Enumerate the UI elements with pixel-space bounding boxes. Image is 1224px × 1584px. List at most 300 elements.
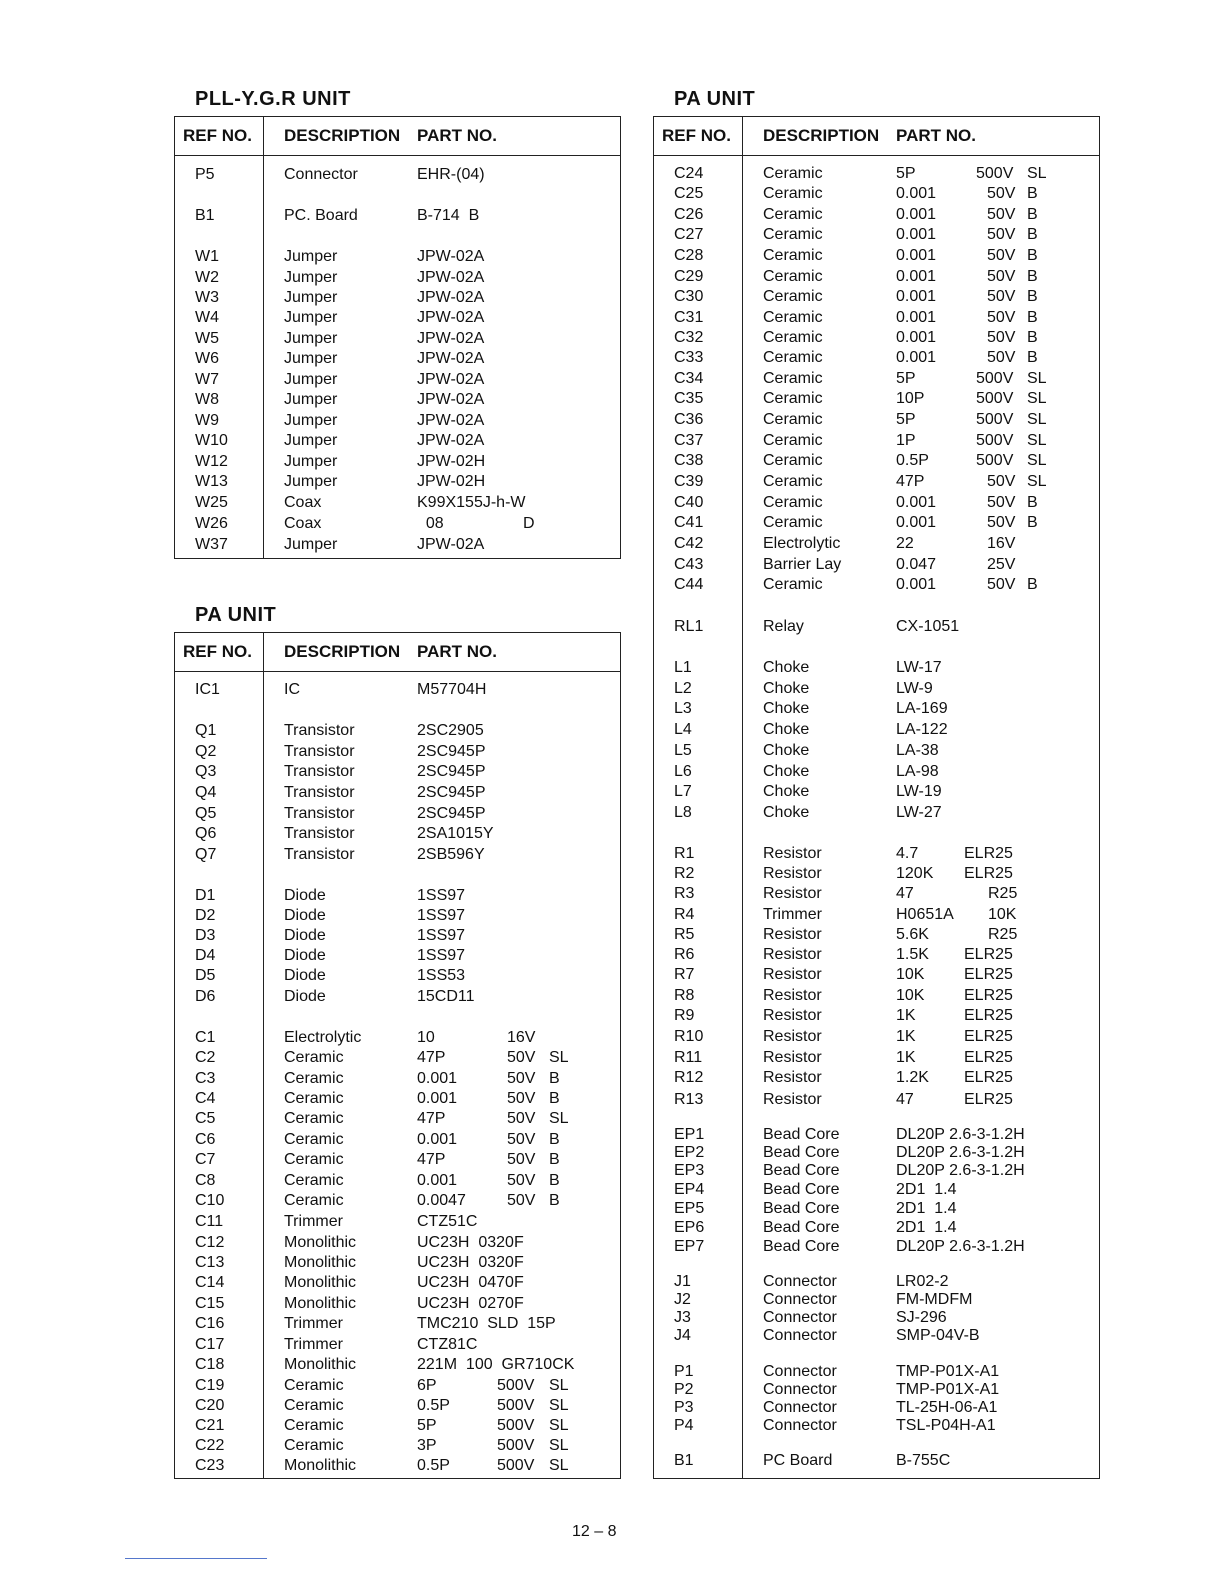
cell-ref-no: P3 bbox=[674, 1399, 694, 1416]
cell-description: Diode bbox=[284, 967, 326, 984]
cell-rating: 50V bbox=[507, 1131, 536, 1148]
cell-ref-no: EP7 bbox=[674, 1238, 705, 1255]
cell-description: Jumper bbox=[284, 473, 338, 490]
table-row bbox=[175, 722, 620, 742]
cell-part-no: 2D1 1.4 bbox=[896, 1181, 957, 1198]
cell-rating: 50V bbox=[507, 1049, 536, 1066]
cell-part-no: H0651A bbox=[896, 906, 954, 923]
cell-part-no: 1.2K bbox=[896, 1069, 929, 1086]
cell-part-no: 5P bbox=[896, 165, 916, 182]
cell-description: Diode bbox=[284, 988, 326, 1005]
cell-type: B bbox=[1027, 206, 1038, 223]
cell-part-no: 0.5P bbox=[896, 452, 929, 469]
table-row bbox=[654, 680, 1099, 700]
cell-rating: 50V bbox=[987, 288, 1016, 305]
cell-description: Electrolytic bbox=[284, 1029, 362, 1046]
cell-ref-no: RL1 bbox=[674, 618, 704, 635]
cell-description: Ceramic bbox=[284, 1397, 344, 1414]
pll-unit-title: PLL-Y.G.R UNIT bbox=[195, 88, 351, 110]
cell-part-no: 10K bbox=[896, 987, 925, 1004]
table-row bbox=[654, 452, 1099, 472]
cell-description: Transistor bbox=[284, 846, 355, 863]
cell-ref-no: B1 bbox=[674, 1452, 694, 1469]
cell-description: Ceramic bbox=[763, 514, 823, 531]
cell-part-no: 0.001 bbox=[896, 247, 937, 264]
cell-ref-no: R6 bbox=[674, 946, 695, 963]
table-row bbox=[654, 966, 1099, 986]
table-row bbox=[175, 207, 620, 227]
cell-ref-no: EP2 bbox=[674, 1144, 705, 1161]
cell-rating: 500V bbox=[976, 165, 1014, 182]
cell-ref-no: C31 bbox=[674, 309, 704, 326]
cell-description: Ceramic bbox=[763, 165, 823, 182]
cell-part-no: FM-MDFM bbox=[896, 1291, 973, 1308]
cell-part-no: 2D1 1.4 bbox=[896, 1219, 957, 1236]
cell-description: Bead Core bbox=[763, 1238, 840, 1255]
table-row bbox=[175, 412, 620, 432]
cell-rating: 500V bbox=[976, 432, 1014, 449]
cell-part-no: TSL-P04H-A1 bbox=[896, 1417, 996, 1434]
cell-part-no: 0.001 bbox=[896, 329, 937, 346]
cell-description: Bead Core bbox=[763, 1162, 840, 1179]
cell-description: Jumper bbox=[284, 309, 338, 326]
cell-ref-no: W8 bbox=[195, 391, 219, 408]
cell-part-no: 47 bbox=[896, 1091, 914, 1108]
cell-description: Choke bbox=[763, 700, 810, 717]
cell-type: B bbox=[549, 1151, 560, 1168]
cell-description: Resistor bbox=[763, 865, 822, 882]
cell-part-no: LA-38 bbox=[896, 742, 939, 759]
cell-description: Ceramic bbox=[763, 268, 823, 285]
table-row bbox=[175, 1192, 620, 1212]
cell-part-no: JPW-02A bbox=[417, 330, 485, 347]
cell-ref-no: C25 bbox=[674, 185, 704, 202]
cell-ref-no: C43 bbox=[674, 556, 704, 573]
cell-type: SL bbox=[549, 1110, 569, 1127]
table-row bbox=[175, 515, 620, 535]
cell-type: SL bbox=[549, 1457, 569, 1474]
pa-left-table-header bbox=[175, 633, 620, 672]
cell-rating: 50V bbox=[987, 473, 1016, 490]
cell-description: Resistor bbox=[763, 926, 822, 943]
cell-part-no: 22 bbox=[896, 535, 914, 552]
cell-type: B bbox=[1027, 226, 1038, 243]
cell-description: Resistor bbox=[763, 1069, 822, 1086]
table-row bbox=[175, 432, 620, 452]
cell-description: Monolithic bbox=[284, 1295, 357, 1312]
cell-description: Choke bbox=[763, 804, 810, 821]
cell-part-no: 1SS97 bbox=[417, 907, 466, 924]
table-row bbox=[654, 1417, 1099, 1437]
pll-unit-table bbox=[174, 116, 621, 559]
cell-ref-no: C6 bbox=[195, 1131, 216, 1148]
table-row bbox=[175, 391, 620, 411]
cell-ref-no: R12 bbox=[674, 1069, 704, 1086]
cell-ref-no: C38 bbox=[674, 452, 704, 469]
table-row bbox=[654, 987, 1099, 1007]
cell-type: SL bbox=[1027, 432, 1047, 449]
table-row bbox=[654, 1452, 1099, 1472]
cell-part-no: UC23H 0320F bbox=[417, 1254, 524, 1271]
table-row bbox=[654, 370, 1099, 390]
cell-ref-no: Q2 bbox=[195, 743, 217, 760]
cell-ref-no: J4 bbox=[674, 1327, 691, 1344]
cell-part-no: 2SA1015Y bbox=[417, 825, 494, 842]
cell-part-no: UC23H 0270F bbox=[417, 1295, 524, 1312]
cell-description: Ceramic bbox=[763, 206, 823, 223]
table-row bbox=[175, 1090, 620, 1110]
table-row bbox=[175, 166, 620, 186]
cell-part-no: 5P bbox=[417, 1417, 437, 1434]
cell-description: Ceramic bbox=[284, 1172, 344, 1189]
cell-description: Diode bbox=[284, 907, 326, 924]
cell-description: Transistor bbox=[284, 743, 355, 760]
cell-part-no: LR02-2 bbox=[896, 1273, 949, 1290]
cell-ref-no: Q7 bbox=[195, 846, 217, 863]
table-row bbox=[175, 289, 620, 309]
table-row bbox=[175, 350, 620, 370]
cell-part-no: CTZ51C bbox=[417, 1213, 478, 1230]
cell-part-no: 0.001 bbox=[896, 226, 937, 243]
cell-ref-no: W4 bbox=[195, 309, 219, 326]
cell-rating: 50V bbox=[507, 1192, 536, 1209]
cell-ref-no: C34 bbox=[674, 370, 704, 387]
table-row bbox=[654, 1144, 1099, 1164]
cell-rating: 500V bbox=[976, 370, 1014, 387]
cell-description: Connector bbox=[284, 166, 358, 183]
cell-description: IC bbox=[284, 681, 300, 698]
cell-description: Ceramic bbox=[763, 370, 823, 387]
cell-type: B bbox=[549, 1172, 560, 1189]
cell-part-no: 0.001 bbox=[417, 1090, 458, 1107]
cell-description: Ceramic bbox=[284, 1192, 344, 1209]
cell-description: Resistor bbox=[763, 966, 822, 983]
table-row bbox=[175, 967, 620, 987]
cell-description: Transistor bbox=[284, 825, 355, 842]
cell-part-no: JPW-02H bbox=[417, 473, 486, 490]
cell-ref-no: W25 bbox=[195, 494, 228, 511]
col-part-no: PART NO. bbox=[417, 642, 497, 661]
table-row bbox=[654, 514, 1099, 534]
cell-ref-no: R10 bbox=[674, 1028, 704, 1045]
cell-part-no: 0.001 bbox=[896, 206, 937, 223]
table-row bbox=[654, 1381, 1099, 1401]
table-row bbox=[654, 432, 1099, 452]
table-row bbox=[175, 784, 620, 804]
table-row bbox=[175, 1029, 620, 1049]
cell-rating: 50V bbox=[507, 1110, 536, 1127]
table-row bbox=[654, 906, 1099, 926]
cell-description: Jumper bbox=[284, 412, 338, 429]
cell-type: B bbox=[1027, 185, 1038, 202]
cell-ref-no: EP1 bbox=[674, 1126, 705, 1143]
table-row bbox=[654, 865, 1099, 885]
cell-part-no: TL-25H-06-A1 bbox=[896, 1399, 998, 1416]
cell-part-no: 1K bbox=[896, 1049, 916, 1066]
cell-type: B bbox=[1027, 288, 1038, 305]
cell-description: PC Board bbox=[763, 1452, 833, 1469]
cell-part-no: 10P bbox=[896, 390, 925, 407]
table-row bbox=[654, 206, 1099, 226]
table-row bbox=[175, 1356, 620, 1376]
cell-rating: R25 bbox=[988, 885, 1018, 902]
cell-part-no: LW-19 bbox=[896, 783, 942, 800]
cell-part-no: B-714 B bbox=[417, 207, 480, 224]
cell-part-no: JPW-02A bbox=[417, 536, 485, 553]
cell-ref-no: C22 bbox=[195, 1437, 225, 1454]
cell-part-no: 4.7 bbox=[896, 845, 919, 862]
cell-description: Ceramic bbox=[763, 390, 823, 407]
cell-description: Transistor bbox=[284, 805, 355, 822]
cell-type: B bbox=[1027, 309, 1038, 326]
cell-part-no: 2SC945P bbox=[417, 763, 486, 780]
cell-type: SL bbox=[1027, 473, 1047, 490]
cell-description: Trimmer bbox=[284, 1315, 343, 1332]
cell-description: Resistor bbox=[763, 885, 822, 902]
cell-rating: 500V bbox=[497, 1457, 535, 1474]
cell-part-no: UC23H 0470F bbox=[417, 1274, 524, 1291]
cell-type: SL bbox=[1027, 370, 1047, 387]
cell-part-no: 10K bbox=[896, 966, 925, 983]
cell-part-no: 0.0047 bbox=[417, 1192, 466, 1209]
table-row bbox=[654, 165, 1099, 185]
table-row bbox=[654, 1126, 1099, 1146]
cell-description: Jumper bbox=[284, 248, 338, 265]
cell-rating: 500V bbox=[497, 1417, 535, 1434]
cell-description: Barrier Lay bbox=[763, 556, 842, 573]
pa-unit-right-table bbox=[653, 116, 1100, 1479]
cell-part-no: 5.6K bbox=[896, 926, 929, 943]
table-row bbox=[654, 946, 1099, 966]
cell-description: Transistor bbox=[284, 722, 355, 739]
cell-type: SL bbox=[1027, 452, 1047, 469]
cell-description: Jumper bbox=[284, 453, 338, 470]
cell-description: Monolithic bbox=[284, 1234, 357, 1251]
cell-part-no: 0.001 bbox=[417, 1070, 458, 1087]
cell-ref-no: L6 bbox=[674, 763, 692, 780]
cell-ref-no: C41 bbox=[674, 514, 704, 531]
cell-type: B bbox=[549, 1070, 560, 1087]
cell-description: Bead Core bbox=[763, 1126, 840, 1143]
table-row bbox=[175, 1437, 620, 1457]
cell-part-no: JPW-02A bbox=[417, 371, 485, 388]
table-row bbox=[175, 1254, 620, 1274]
table-row bbox=[654, 535, 1099, 555]
cell-rating: ELR25 bbox=[964, 1028, 1013, 1045]
cell-ref-no: L5 bbox=[674, 742, 692, 759]
cell-part-no: JPW-02A bbox=[417, 289, 485, 306]
cell-ref-no: R13 bbox=[674, 1091, 704, 1108]
cell-part-no: 1K bbox=[896, 1007, 916, 1024]
cell-ref-no: D3 bbox=[195, 927, 216, 944]
cell-ref-no: D1 bbox=[195, 887, 216, 904]
cell-rating: 500V bbox=[497, 1397, 535, 1414]
cell-description: Ceramic bbox=[284, 1070, 344, 1087]
cell-part-no: 0.001 bbox=[417, 1131, 458, 1148]
table-row bbox=[175, 1131, 620, 1151]
cell-description: Trimmer bbox=[763, 906, 822, 923]
table-row bbox=[175, 1070, 620, 1090]
cell-rating: 50V bbox=[507, 1151, 536, 1168]
cell-description: Connector bbox=[763, 1417, 837, 1434]
cell-description: Jumper bbox=[284, 289, 338, 306]
cell-ref-no: J2 bbox=[674, 1291, 691, 1308]
cell-description: Ceramic bbox=[763, 226, 823, 243]
cell-part-no: 0.001 bbox=[896, 494, 937, 511]
cell-part-no: LW-27 bbox=[896, 804, 942, 821]
table-row bbox=[175, 1172, 620, 1192]
cell-ref-no: W5 bbox=[195, 330, 219, 347]
cell-part-no: CTZ81C bbox=[417, 1336, 478, 1353]
cell-part-no: 1.5K bbox=[896, 946, 929, 963]
cell-ref-no: W13 bbox=[195, 473, 228, 490]
table-row bbox=[654, 1363, 1099, 1383]
table-row bbox=[654, 1399, 1099, 1419]
table-row bbox=[654, 700, 1099, 720]
cell-description: Ceramic bbox=[284, 1437, 344, 1454]
cell-rating: R25 bbox=[988, 926, 1018, 943]
cell-description: PC. Board bbox=[284, 207, 358, 224]
cell-description: Monolithic bbox=[284, 1356, 357, 1373]
cell-ref-no: P2 bbox=[674, 1381, 694, 1398]
cell-part-no: 0.001 bbox=[896, 576, 937, 593]
cell-part-no: SMP-04V-B bbox=[896, 1327, 980, 1344]
cell-rating: 50V bbox=[987, 226, 1016, 243]
table-row bbox=[654, 926, 1099, 946]
cell-description: Choke bbox=[763, 680, 810, 697]
cell-rating: ELR25 bbox=[964, 987, 1013, 1004]
cell-rating: 500V bbox=[497, 1377, 535, 1394]
cell-rating: ELR25 bbox=[964, 946, 1013, 963]
table-row bbox=[175, 825, 620, 845]
cell-ref-no: Q6 bbox=[195, 825, 217, 842]
table-row bbox=[175, 1295, 620, 1315]
cell-description: Monolithic bbox=[284, 1254, 357, 1271]
cell-rating: ELR25 bbox=[964, 845, 1013, 862]
cell-ref-no: C32 bbox=[674, 329, 704, 346]
cell-description: Jumper bbox=[284, 536, 338, 553]
col-description: DESCRIPTION bbox=[284, 642, 401, 661]
cell-part-no: 0.5P bbox=[417, 1397, 450, 1414]
cell-rating: 50V bbox=[987, 514, 1016, 531]
table-row bbox=[175, 473, 620, 493]
cell-rating: 50V bbox=[987, 349, 1016, 366]
cell-ref-no: W6 bbox=[195, 350, 219, 367]
cell-part-no: JPW-02A bbox=[417, 350, 485, 367]
table-row bbox=[654, 885, 1099, 905]
cell-description: Jumper bbox=[284, 330, 338, 347]
cell-ref-no: C24 bbox=[674, 165, 704, 182]
cell-rating: 50V bbox=[987, 494, 1016, 511]
cell-ref-no: C7 bbox=[195, 1151, 216, 1168]
table-row bbox=[654, 576, 1099, 596]
cell-ref-no: C26 bbox=[674, 206, 704, 223]
pa-right-table-header bbox=[654, 117, 1099, 156]
cell-description: Connector bbox=[763, 1363, 837, 1380]
cell-description: Ceramic bbox=[763, 288, 823, 305]
cell-rating: 10K bbox=[988, 906, 1017, 923]
table-row bbox=[175, 743, 620, 763]
cell-ref-no: R3 bbox=[674, 885, 695, 902]
col-description: DESCRIPTION bbox=[763, 126, 880, 145]
cell-part-no: JPW-02H bbox=[417, 453, 486, 470]
cell-part-no: DL20P 2.6-3-1.2H bbox=[896, 1144, 1025, 1161]
cell-rating: 50V bbox=[507, 1090, 536, 1107]
table-row bbox=[175, 947, 620, 967]
cell-ref-no: W10 bbox=[195, 432, 228, 449]
cell-type: SL bbox=[549, 1049, 569, 1066]
cell-description: Ceramic bbox=[763, 247, 823, 264]
cell-ref-no: C28 bbox=[674, 247, 704, 264]
table-row bbox=[175, 1049, 620, 1069]
pa-unit-left-table bbox=[174, 632, 621, 1479]
cell-ref-no: C40 bbox=[674, 494, 704, 511]
cell-part-no: LW-17 bbox=[896, 659, 942, 676]
cell-description: Ceramic bbox=[763, 309, 823, 326]
cell-description: Electrolytic bbox=[763, 535, 841, 552]
cell-description: Relay bbox=[763, 618, 804, 635]
table-row bbox=[654, 1069, 1099, 1089]
table-row bbox=[175, 887, 620, 907]
cell-ref-no: R5 bbox=[674, 926, 695, 943]
cell-type: SL bbox=[1027, 165, 1047, 182]
cell-description: Diode bbox=[284, 887, 326, 904]
table-row bbox=[654, 226, 1099, 246]
cell-rating: ELR25 bbox=[964, 1069, 1013, 1086]
col-ref-no: REF NO. bbox=[183, 126, 252, 145]
cell-ref-no: C16 bbox=[195, 1315, 225, 1332]
cell-ref-no: C11 bbox=[195, 1213, 224, 1230]
cell-description: Choke bbox=[763, 659, 810, 676]
cell-type: B bbox=[1027, 349, 1038, 366]
cell-ref-no: Q3 bbox=[195, 763, 217, 780]
cell-ref-no: W26 bbox=[195, 515, 228, 532]
cell-description: Jumper bbox=[284, 391, 338, 408]
cell-part-no: 0.001 bbox=[896, 288, 937, 305]
cell-rating: 500V bbox=[976, 452, 1014, 469]
table-row bbox=[654, 845, 1099, 865]
table-row bbox=[175, 846, 620, 866]
cell-part-no: 0.001 bbox=[896, 309, 937, 326]
cell-type: B bbox=[1027, 576, 1038, 593]
cell-part-no: 08 bbox=[417, 515, 444, 532]
cell-description: Diode bbox=[284, 927, 326, 944]
col-description: DESCRIPTION bbox=[284, 126, 401, 145]
cell-ref-no: R9 bbox=[674, 1007, 695, 1024]
cell-description: Resistor bbox=[763, 1049, 822, 1066]
cell-description: Ceramic bbox=[284, 1377, 344, 1394]
cell-part-no: EHR-(04) bbox=[417, 166, 485, 183]
cell-ref-no: Q5 bbox=[195, 805, 217, 822]
table-row bbox=[175, 371, 620, 391]
cell-part-no: 47P bbox=[417, 1049, 446, 1066]
cell-description: Ceramic bbox=[763, 432, 823, 449]
cell-ref-no: P4 bbox=[674, 1417, 694, 1434]
table-row bbox=[654, 1007, 1099, 1027]
cell-description: Resistor bbox=[763, 1007, 822, 1024]
cell-ref-no: R8 bbox=[674, 987, 695, 1004]
cell-description: Connector bbox=[763, 1381, 837, 1398]
cell-ref-no: W1 bbox=[195, 248, 219, 265]
cell-ref-no: C44 bbox=[674, 576, 704, 593]
cell-part-no: 0.001 bbox=[896, 349, 937, 366]
cell-ref-no: C33 bbox=[674, 349, 704, 366]
cell-ref-no: W37 bbox=[195, 536, 228, 553]
cell-ref-no: J3 bbox=[674, 1309, 691, 1326]
cell-part-no: LW-9 bbox=[896, 680, 933, 697]
cell-part-no: 15CD11 bbox=[417, 988, 475, 1005]
cell-rating: 500V bbox=[976, 411, 1014, 428]
